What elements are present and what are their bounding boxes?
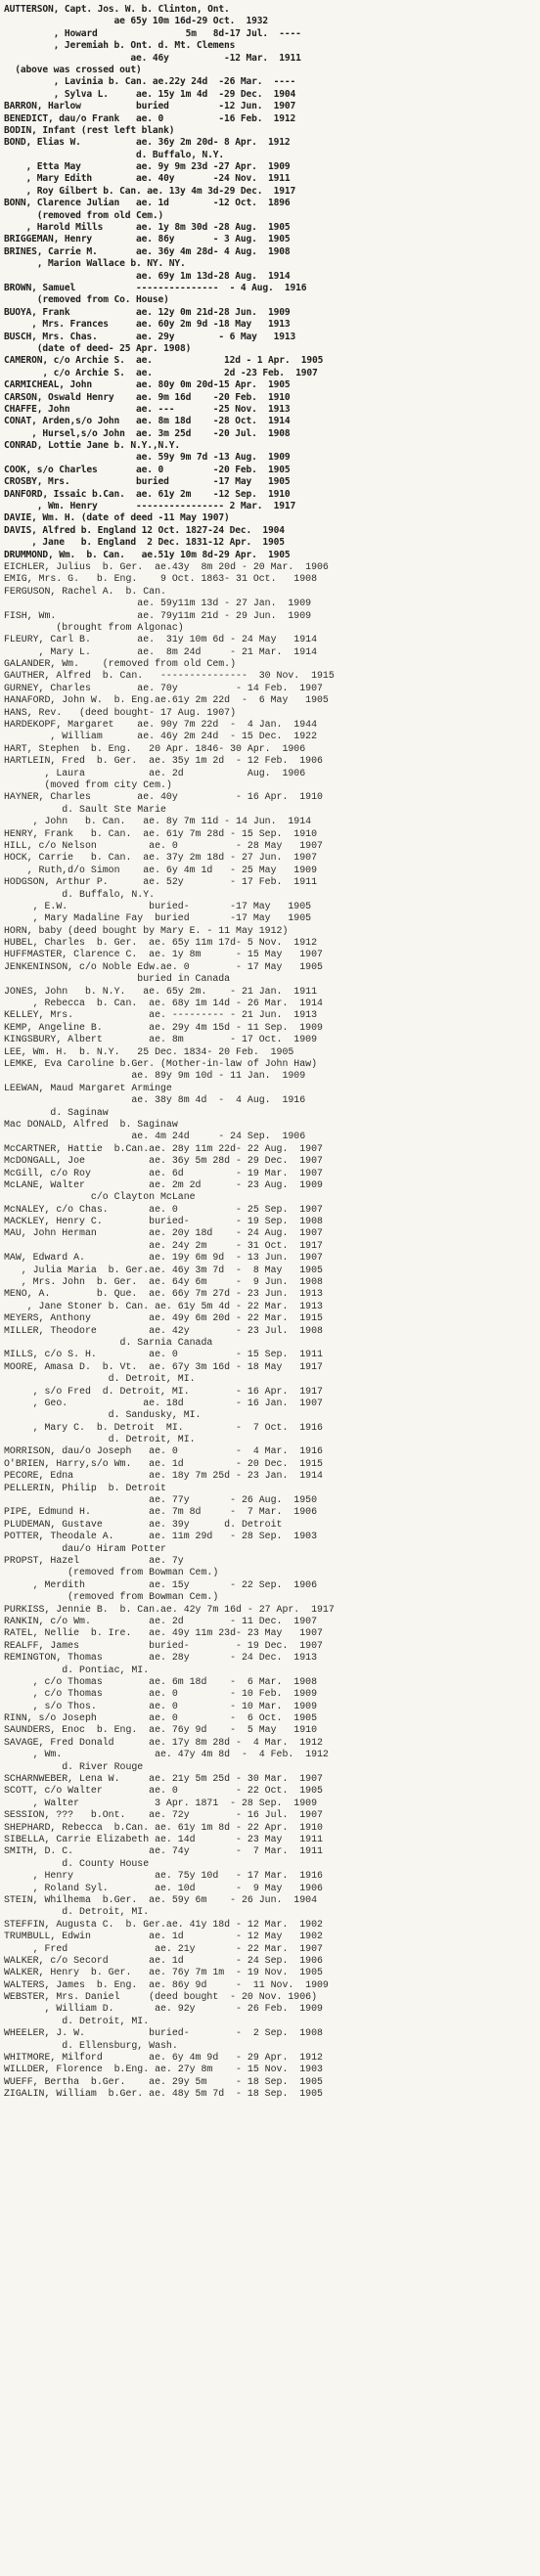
register-entry-line: , c/o Thomas ae. 6m 18d - 6 Mar. 1908: [4, 1675, 318, 1687]
register-entry-line: REALFF, James buried- - 19 Dec. 1907: [4, 1639, 323, 1651]
register-entry-line: HUFFMASTER, Clarence C. ae. 1y 8m - 15 May 1907: [4, 949, 323, 960]
register-entry-line: RANKIN, c/o Wm. ae. 2d - 11 Dec. 1907: [4, 1615, 318, 1626]
register-entry-line: , Marion Wallace b. NY. NY.: [4, 258, 186, 270]
register-entry-line: HOCK, Carrie b. Can. ae. 37y 2m 18d - 27 Jun. 1907: [4, 852, 318, 864]
register-entry-line: HARDEKOPF, Margaret ae. 90y 7m 22d - 4 Jan. 1944: [4, 719, 318, 731]
register-entry-line: ae. 69y 1m 13d-28 Aug. 1914: [4, 270, 291, 282]
register-entry-line: , William D. ae. 92y - 26 Feb. 1909: [4, 2003, 323, 2015]
register-entry-line: KELLEY, Mrs. ae. --------- - 21 Jun. 1913: [4, 1009, 318, 1021]
register-entry-line: DRUMMOND, Wm. b. Can. ae.51y 10m 8d-29 Apr. 1905: [4, 549, 291, 560]
register-entry-line: ae. 89y 9m 10d - 11 Jan. 1909: [4, 1070, 306, 1082]
register-entry-line: ae. 46y -12 Mar. 1911: [4, 52, 301, 64]
register-entry-line: CARMICHEAL, John ae. 80y 0m 20d-15 Apr. 1905: [4, 379, 291, 391]
register-section-e-z-second-typing: [4, 561, 536, 2101]
register-entry-line: , E.W. buried- -17 May 1905: [4, 900, 312, 911]
register-entry-line: ae. 59y11m 13d - 27 Jan. 1909: [4, 598, 312, 609]
register-entry-line: PLUDEMAN, Gustave ae. 39y d. Detroit: [4, 1518, 283, 1530]
register-entry-line: ae. 38y 8m 4d - 4 Aug. 1916: [4, 1094, 306, 1106]
register-entry-line: WUEFF, Bertha b.Ger. ae. 29y 5m - 18 Sep. 1905: [4, 2075, 323, 2087]
register-entry-line: d. Detroit, MI.: [4, 1906, 150, 1918]
register-entry-line: (moved from city Cem.): [4, 779, 172, 790]
register-entry-line: ae. 4m 24d - 24 Sep. 1906: [4, 1131, 306, 1142]
register-entry-line: DANFORD, Issaic b.Can. ae. 61y 2m -12 Sep. 1910: [4, 488, 291, 500]
register-entry-line: HUBEL, Charles b. Ger. ae. 65y 11m 17d- 5 Nov. 1912: [4, 937, 318, 949]
register-entry-line: HODGSON, Arthur P. ae. 52y - 17 Feb. 1911: [4, 876, 318, 888]
register-entry-line: MILLER, Theodore ae. 42y - 23 Jul. 1908: [4, 1324, 323, 1336]
register-entry-line: JENKENINSON, c/o Noble Edw.ae. 0 - 17 May 1905: [4, 960, 323, 972]
register-entry-line: , Wm. Henry ---------------- 2 Mar. 1917: [4, 501, 296, 512]
register-entry-line: d. County House: [4, 1857, 150, 1869]
register-entry-line: , William ae. 46y 2m 24d - 15 Dec. 1922: [4, 731, 318, 742]
register-entry-line: d. Detroit, MI.: [4, 1373, 196, 1385]
register-entry-line: McDONGALL, Joe ae. 36y 5m 28d - 29 Dec. 1907: [4, 1155, 323, 1167]
register-entry-line: Mac DONALD, Alfred b. Saginaw: [4, 1118, 178, 1130]
register-entry-line: , Etta May ae. 9y 9m 23d -27 Apr. 1909: [4, 161, 291, 173]
register-entry-line: SIBELLA, Carrie Elizabeth ae. 14d - 23 May 1911: [4, 1833, 323, 1844]
register-entry-line: SAUNDERS, Enoc b. Eng. ae. 76y 9d - 5 May 1910: [4, 1724, 318, 1736]
register-entry-line: CAMERON, c/o Archie S. ae. 12d - 1 Apr. 1905: [4, 355, 324, 367]
register-entry-line: PIPE, Edmund H. ae. 7m 8d - 7 Mar. 1906: [4, 1506, 318, 1518]
register-entry-line: REMINGTON, Thomas ae. 28y - 24 Dec. 1913: [4, 1652, 318, 1664]
register-entry-line: SHEPHARD, Rebecca b.Can. ae. 61y 1m 8d - 22 Apr. 1910: [4, 1821, 323, 1833]
register-entry-line: ae. 77y - 26 Aug. 1950: [4, 1494, 318, 1506]
register-entry-line: POTTER, Theodale A. ae. 11m 29d - 28 Sep. 1903: [4, 1531, 318, 1542]
register-entry-line: , Ruth,d/o Simon ae. 6y 4m 1d - 25 May 1909: [4, 864, 318, 875]
register-entry-line: GAUTHER, Alfred b. Can. --------------- 30 Nov. 1915: [4, 670, 335, 682]
register-entry-line: , Roy Gilbert b. Can. ae. 13y 4m 3d-29 Dec. 1917: [4, 185, 296, 197]
register-entry-line: d. Sarnia Canada: [4, 1336, 213, 1348]
register-entry-line: , Walter 3 Apr. 1871 - 28 Sep. 1909: [4, 1797, 318, 1808]
register-entry-line: WALKER, Henry b. Ger. ae. 76y 7m 1m - 19 Nov. 1905: [4, 1967, 323, 1978]
register-entry-line: BUSCH, Mrs. Chas. ae. 29y - 6 May 1913: [4, 331, 296, 342]
register-entry-line: , Hursel,s/o John ae. 3m 25d -20 Jul. 1908: [4, 427, 291, 439]
register-entry-line: STEFFIN, Augusta C. b. Ger.ae. 41y 18d - 12 Mar. 1902: [4, 1918, 323, 1930]
register-entry-line: HAYNER, Charles ae. 40y - 16 Apr. 1910: [4, 791, 323, 803]
register-entry-line: d. Ellensburg, Wash.: [4, 2039, 178, 2051]
register-entry-line: (removed from old Cem.): [4, 209, 164, 221]
register-entry-line: SAVAGE, Fred Donald ae. 17y 8m 28d - 4 Mar. 1912: [4, 1736, 323, 1748]
register-entry-line: WILLDER, Florence b.Eng. ae. 27y 8m - 15 Nov. 1903: [4, 2064, 323, 2075]
register-entry-line: HANS, Rev. (deed bought- 17 Aug. 1907): [4, 706, 237, 718]
register-entry-line: (removed from Bowman Cem.): [4, 1567, 219, 1578]
register-entry-line: , Laura ae. 2d Aug. 1906: [4, 767, 306, 778]
register-entry-line: MAU, John Herman ae. 20y 18d - 24 Aug. 1907: [4, 1227, 323, 1239]
register-entry-line: CHAFFE, John ae. --- -25 Nov. 1913: [4, 403, 291, 415]
register-entry-line: McNALEY, c/o Chas. ae. 0 - 25 Sep. 1907: [4, 1203, 323, 1215]
register-entry-line: CONRAD, Lottie Jane b. N.Y.,N.Y.: [4, 440, 181, 452]
register-entry-line: PURKISS, Jennie B. b. Can.ae. 42y 7m 16d - 27 Apr. 1917: [4, 1603, 335, 1615]
register-entry-line: (above was crossed out): [4, 64, 142, 75]
register-entry-line: O'BRIEN, Harry,s/o Wm. ae. 1d - 20 Dec. 1915: [4, 1457, 323, 1469]
register-entry-line: JONES, John b. N.Y. ae. 65y 2m. - 21 Jan. 1911: [4, 985, 318, 997]
register-entry-line: , Julia Maria b. Ger.ae. 46y 3m 7d - 8 May 1905: [4, 1264, 323, 1275]
register-entry-line: BODIN, Infant (rest left blank): [4, 124, 175, 136]
register-entry-line: MAW, Edward A. ae. 19y 6m 9d - 13 Jun. 1907: [4, 1252, 323, 1264]
register-entry-line: ae 65y 10m 16d-29 Oct. 1932: [4, 16, 269, 27]
register-entry-line: HART, Stephen b. Eng. 20 Apr. 1846- 30 Apr. 1906: [4, 742, 306, 754]
register-entry-line: BRIGGEMAN, Henry ae. 86y - 3 Aug. 1905: [4, 234, 291, 245]
register-entry-line: SCOTT, c/o Walter ae. 0 - 22 Oct. 1905: [4, 1785, 323, 1797]
register-entry-line: , Mrs. Frances ae. 60y 2m 9d -18 May 1913: [4, 319, 291, 331]
register-entry-line: , Merdith ae. 15y - 22 Sep. 1906: [4, 1578, 318, 1590]
register-entry-line: HENRY, Frank b. Can. ae. 61y 7m 28d - 15 Sep. 1910: [4, 827, 318, 839]
register-entry-line: d. Saginaw: [4, 1106, 109, 1118]
register-entry-line: , Lavinia b. Can. ae.22y 24d -26 Mar. ----: [4, 76, 296, 88]
register-entry-line: PECORE, Edna ae. 18y 7m 25d - 23 Jan. 1914: [4, 1470, 323, 1482]
register-entry-line: BROWN, Samuel --------------- - 4 Aug. 1916: [4, 282, 307, 293]
register-entry-line: , Sylva L. ae. 15y 1m 4d -29 Dec. 1904: [4, 88, 296, 100]
register-entry-line: dau/o Hiram Potter: [4, 1542, 166, 1554]
register-entry-line: , Mary Edith ae. 40y -24 Nov. 1911: [4, 173, 291, 185]
register-entry-line: HORN, baby (deed bought by Mary E. - 11 May 1912): [4, 924, 289, 936]
register-entry-line: ae. 24y 2m - 31 Oct. 1917: [4, 1239, 323, 1251]
register-entry-line: , Jeremiah b. Ont. d. Mt. Clemens: [4, 40, 236, 52]
register-entry-line: , Geo. ae. 18d - 16 Jan. 1907: [4, 1397, 323, 1408]
register-entry-line: d. Sault Ste Marie: [4, 803, 166, 815]
register-entry-line: MACKLEY, Henry C. buried- - 19 Sep. 1908: [4, 1216, 323, 1227]
register-entry-line: SMITH, D. C. ae. 74y - 7 Mar. 1911: [4, 1845, 323, 1857]
register-entry-line: RINN, s/o Joseph ae. 0 - 6 Oct. 1905: [4, 1712, 318, 1724]
register-entry-line: EICHLER, Julius b. Ger. ae.43y 8m 20d - 20 Mar. 1906: [4, 560, 329, 572]
register-entry-line: HARTLEIN, Fred b. Ger. ae. 35y 1m 2d - 12 Feb. 1906: [4, 755, 323, 767]
register-entry-line: FERGUSON, Rachel A. b. Can.: [4, 585, 166, 597]
register-entry-line: WHEELER, J. W. buried- - 2 Sep. 1908: [4, 2027, 323, 2039]
register-entry-line: ZIGALIN, William b.Ger. ae. 48y 5m 7d - 18 Sep. 1905: [4, 2088, 323, 2100]
register-entry-line: EMIG, Mrs. G. b. Eng. 9 Oct. 1863- 31 Oct. 1908: [4, 573, 318, 585]
register-entry-line: WHITMORE, Milford ae. 6y 4m 9d - 29 Apr. 1912: [4, 2052, 323, 2064]
register-entry-line: HANAFORD, John W. b. Eng.ae.61y 2m 22d - 6 May 1905: [4, 694, 329, 706]
register-entry-line: RATEL, Nellie b. Ire. ae. 49y 11m 23d- 23 May 1907: [4, 1627, 323, 1639]
register-entry-line: , Mary L. ae. 8m 24d - 21 Mar. 1914: [4, 645, 318, 657]
register-entry-line: ae. 59y 9m 7d -13 Aug. 1909: [4, 452, 291, 464]
register-entry-line: SESSION, ??? b.Ont. ae. 72y - 16 Jul. 1907: [4, 1809, 323, 1821]
register-entry-line: WALTERS, James b. Eng. ae. 86y 9d - 11 Nov. 1909: [4, 1978, 329, 1990]
register-entry-line: (removed from Bowman Cem.): [4, 1591, 219, 1603]
register-entry-line: , Jane Stoner b. Can. ae. 61y 5m 4d - 22 Mar. 1913: [4, 1300, 323, 1311]
register-entry-line: , Mrs. John b. Ger. ae. 64y 6m - 9 Jun. 1908: [4, 1276, 323, 1288]
register-entry-line: MENO, A. b. Que. ae. 66y 7m 27d - 23 Jun. 1913: [4, 1288, 323, 1300]
register-entry-line: KEMP, Angeline B. ae. 29y 4m 15d - 11 Sep. 1909: [4, 1021, 323, 1033]
register-entry-line: GURNEY, Charles ae. 70y - 14 Feb. 1907: [4, 682, 323, 693]
register-entry-line: , s/o Fred d. Detroit, MI. - 16 Apr. 1917: [4, 1385, 323, 1397]
register-entry-line: PROPST, Hazel ae. 7y: [4, 1555, 184, 1566]
register-entry-line: DAVIE, Wm. H. (date of deed -11 May 1907): [4, 512, 230, 524]
register-entry-line: (date of deed- 25 Apr. 1908): [4, 342, 192, 354]
register-entry-line: FLEURY, Carl B. ae. 31y 10m 6d - 24 May 1914: [4, 634, 318, 645]
register-entry-line: CROSBY, Mrs. buried -17 May 1905: [4, 476, 291, 488]
register-entry-line: LEEWAN, Maud Margaret Arminge: [4, 1082, 172, 1093]
register-entry-line: d. Sandusky, MI.: [4, 1409, 202, 1421]
register-entry-line: McLANE, Walter ae. 2m 2d - 23 Aug. 1909: [4, 1178, 323, 1190]
register-entry-line: , Henry ae. 75y 10d - 17 Mar. 1916: [4, 1870, 323, 1882]
register-entry-line: FISH, Wm. ae. 79y11m 21d - 29 Jun. 1909: [4, 609, 312, 621]
register-entry-line: d. Buffalo, N.Y.: [4, 888, 156, 900]
register-entry-line: BARRON, Harlow buried -12 Jun. 1907: [4, 101, 296, 112]
register-entry-line: COOK, s/o Charles ae. 0 -20 Feb. 1905: [4, 464, 291, 475]
register-entry-line: , Mary C. b. Detroit MI. - 7 Oct. 1916: [4, 1421, 323, 1433]
register-entry-line: d. Buffalo, N.Y.: [4, 149, 225, 160]
register-entry-line: MILLS, c/o S. H. ae. 0 - 15 Sep. 1911: [4, 1349, 323, 1360]
register-entry-line: (removed from Co. House): [4, 294, 169, 306]
register-entry-line: WEBSTER, Mrs. Daniel (deed bought - 20 Nov. 1906): [4, 1991, 318, 2003]
register-entry-line: d. Pontiac, MI.: [4, 1664, 150, 1675]
register-entry-line: , c/o Archie S. ae. 2d -23 Feb. 1907: [4, 367, 318, 378]
register-entry-line: (brought from Algonac): [4, 621, 184, 633]
register-entry-line: LEE, Wm. H. b. N.Y. 25 Dec. 1834- 20 Feb. 1905: [4, 1045, 294, 1057]
register-entry-line: SCHARNWEBER, Lena W. ae. 21y 5m 25d - 30 Mar. 1907: [4, 1773, 323, 1785]
register-entry-line: TRUMBULL, Edwin ae. 1d - 12 May 1902: [4, 1931, 323, 1942]
register-entry-line: HILL, c/o Nelson ae. 0 - 28 May 1907: [4, 839, 323, 851]
register-entry-line: , John b. Can. ae. 8y 7m 11d - 14 Jun. 1914: [4, 816, 312, 827]
register-entry-line: , s/o Thos. ae. 0 - 10 Mar. 1909: [4, 1700, 318, 1711]
register-entry-line: AUTTERSON, Capt. Jos. W. b. Clinton, Ont.: [4, 4, 230, 15]
register-entry-line: BENEDICT, dau/o Frank ae. 0 -16 Feb. 1912: [4, 112, 296, 124]
register-entry-line: DAVIS, Alfred b. England 12 Oct. 1827-24 Dec. 1904: [4, 524, 285, 536]
register-entry-line: MORRISON, dau/o Joseph ae. 0 - 4 Mar. 1916: [4, 1445, 323, 1457]
register-entry-line: d. River Rouge: [4, 1760, 144, 1772]
register-entry-line: KINGSBURY, Albert ae. 8m - 17 Oct. 1909: [4, 1034, 318, 1045]
register-section-a-z-first-typing: [4, 4, 536, 561]
register-entry-line: CONAT, Arden,s/o John ae. 8m 18d -28 Oct. 1914: [4, 416, 291, 427]
register-entry-line: d. Detroit, MI.: [4, 1434, 196, 1445]
register-entry-line: , Mary Madaline Fay buried -17 May 1905: [4, 912, 312, 924]
register-entry-line: McGill, c/o Roy ae. 6d - 19 Mar. 1907: [4, 1167, 323, 1178]
register-entry-line: MEYERS, Anthony ae. 49y 6m 20d - 22 Mar. 1915: [4, 1312, 323, 1324]
register-entry-line: GALANDER, Wm. (removed from old Cem.): [4, 658, 237, 670]
register-entry-line: d. Detroit, MI.: [4, 2015, 150, 2026]
register-entry-line: buried in Canada: [4, 973, 231, 985]
register-entry-line: WALKER, c/o Secord ae. 1d - 24 Sep. 1906: [4, 1954, 323, 1966]
register-entry-line: BUOYA, Frank ae. 12y 0m 21d-28 Jun. 1909: [4, 306, 291, 318]
register-entry-line: BOND, Elias W. ae. 36y 2m 20d- 8 Apr. 1912: [4, 137, 291, 149]
register-entry-line: , c/o Thomas ae. 0 - 10 Feb. 1909: [4, 1688, 318, 1700]
register-entry-line: , Fred ae. 21y - 22 Mar. 1907: [4, 1942, 323, 1954]
register-entry-line: MOORE, Amasa D. b. Vt. ae. 67y 3m 16d - 18 May 1917: [4, 1360, 323, 1372]
register-entry-line: , Howard 5m 8d-17 Jul. ----: [4, 27, 301, 39]
register-entry-line: c/o Clayton McLane: [4, 1191, 196, 1203]
register-entry-line: PELLERIN, Philip b. Detroit: [4, 1482, 166, 1493]
register-entry-line: BONN, Clarence Julian ae. 1d -12 Oct. 1896: [4, 198, 291, 209]
register-entry-line: , Harold Mills ae. 1y 8m 30d -28 Aug. 1905: [4, 222, 291, 234]
register-entry-line: LEMKE, Eva Caroline b.Ger. (Mother-in-law of John Haw): [4, 1057, 318, 1069]
register-entry-line: , Jane b. England 2 Dec. 1831-12 Apr. 1905: [4, 537, 285, 549]
register-entry-line: BRINES, Carrie M. ae. 36y 4m 28d- 4 Aug. 1908: [4, 245, 291, 257]
register-entry-line: CARSON, Oswald Henry ae. 9m 16d -20 Feb. 1910: [4, 391, 291, 403]
register-entry-line: STEIN, Whilhema b.Ger. ae. 59y 6m - 26 Jun. 1904: [4, 1893, 318, 1905]
register-entry-line: , Rebecca b. Can. ae. 68y 1m 14d - 26 Mar. 1914: [4, 998, 323, 1009]
register-entry-line: McCARTNER, Hattie b.Can.ae. 28y 11m 22d- 22 Aug. 1907: [4, 1142, 323, 1154]
register-entry-line: , Roland Syl. ae. 10d - 9 May 1906: [4, 1882, 323, 1893]
register-entry-line: , Wm. ae. 47y 4m 8d - 4 Feb. 1912: [4, 1749, 329, 1760]
